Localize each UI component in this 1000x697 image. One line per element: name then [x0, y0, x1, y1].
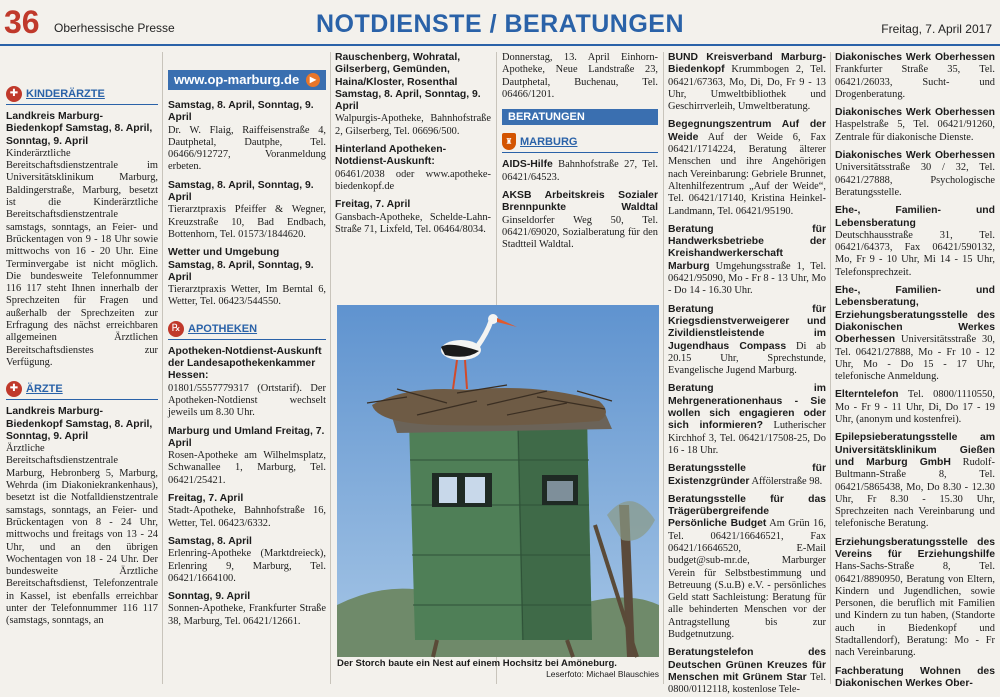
listing-heading: Wetter und Umgebung Samstag, 8. April, Sonntag, 9. April [168, 247, 314, 283]
column-beratungen-3 [835, 52, 995, 689]
listing [835, 107, 995, 144]
listing-text: Ärztliche Bereitschaftsdienstzentrale Marburg, Hebronberg 5, Marburg, Wehrda (im Diakoniekrankenhaus), besetzt ist die Notfalldienstzentrale samstags, sonntags, an Feier- und Brückentagen von 8 - 24 Uhr, mittwochs und freitags von 13 - 24 Uhr, und an den übrigen Wochentagen von 18 - 24 Uhr. Der bundesweite Ärztliche Bereitschaftsdienst, Telefonzentrale in Kassel, ist ebenfalls erreichbar unter der Telefonnummer 116 117 (samstags, sonntags, an [6, 443, 158, 627]
listing-heading: Ehe-, Familien- und Lebensberatung, Erziehungsberatungsstelle des Diakonischen Werkes Oberhessen [835, 285, 995, 346]
category-heading-apotheken [168, 321, 326, 340]
listing-heading: Beratungsstelle für Existenzgründer [668, 463, 826, 487]
listing-text: Rosen-Apotheke am Wilhelmsplatz, Schwanallee 1, Marburg, Tel. 06421/25421. [168, 450, 326, 486]
category-label: KINDERÄRZTE [26, 87, 105, 100]
listing [168, 100, 326, 174]
listing-text: Erlenring-Apotheke (Marktdreieck), Erlenring 9, Marburg, Tel. 06421/1664100. [168, 548, 326, 584]
listing-heading: Samstag, 8. April, Sonntag, 9. April [168, 100, 314, 124]
listing-text: Lutherischer Kirchhof 3, Tel. 06421/17508-25, Do 16 - 18 Uhr. [668, 420, 826, 456]
listing-heading: Epilepsieberatungsstelle am Universitätsklinikum Gießen und Marburg GmbH [835, 432, 995, 468]
listing-heading: Beratungstelefon des Deutschen Grünen Kreuzes für Menschen mit Grünem Star [668, 647, 826, 683]
listing-heading: AIDS-Hilfe [502, 159, 553, 171]
column-divider [162, 52, 163, 684]
listing-heading: Diakonisches Werk Oberhessen [835, 107, 995, 119]
listing [835, 666, 995, 691]
listing-text: Haspelstraße 5, Tel. 06421/91260, Zentrale für diakonische Dienste. [835, 119, 995, 143]
listing-text: Tierarztpraxis Wetter, Im Berntal 6, Wetter, Tel. 06423/544550. [168, 284, 326, 308]
listing-text: Sonnen-Apotheke, Frankfurter Straße 38, Marburg, Tel. 06421/12661. [168, 603, 326, 627]
listing-text: Tel. 0800/0112118, kostenlose Tele- [668, 671, 826, 696]
listing [502, 159, 658, 184]
listing-text: Frankfurter Straße 35, Tel. 06421/26033, Sucht- und Drogenberatung. [835, 64, 995, 100]
listing-heading: Sonntag, 9. April [168, 591, 251, 603]
listing-heading: AKSB Arbeitskreis Sozialer Brennpunkte Waldtal [502, 190, 658, 214]
stork-photo [337, 305, 659, 657]
pharmacy-icon: ℞ [168, 321, 184, 337]
listing [835, 389, 995, 426]
column-apotheken-land [335, 52, 491, 302]
listing-heading: Landkreis Marburg-Biedenkopf Samstag, 8. April, Sonntag, 9. April [6, 111, 153, 147]
column-kinderaerzte-aerzte [6, 52, 158, 684]
caption-text: Der Storch baute ein Nest auf einem Hochsitz bei Amöneburg. [337, 658, 617, 669]
listing [168, 247, 326, 308]
listing [835, 285, 995, 383]
category-label: ÄRZTE [26, 383, 63, 396]
listing [668, 304, 826, 378]
arrow-right-icon[interactable]: ▶ [306, 73, 320, 87]
photo-credit: Leserfoto: Michael Blauschies [546, 669, 659, 679]
listing-text: Deutschhausstraße 31, Tel. 06421/64373, Fax 06421/590132, Mo, Fr 9 - 10 Uhr, Mi 14 - 15 Uhr, Telefonsprechzeit. [835, 229, 995, 278]
listing-text: Tierarztpraxis Pfeiffer & Wegner, Kreuzstraße 10, Bad Endbach, Bottenhorn, Tel. 01573/1844620. [168, 204, 326, 240]
listing-heading: Beratung für Kriegsdienstverweigerer und Zivildienstleistende im Jugendhaus Compass [668, 303, 826, 352]
listing-heading: Freitag, 7. April [168, 493, 244, 505]
newspaper-name: Oberhessische Presse [54, 21, 175, 35]
listing-text: Stadt-Apotheke, Bahnhofstraße 16, Wetter, Tel. 06423/6332. [168, 505, 326, 529]
listing-text: Tel. 0800/1110550, Mo - Fr 9 - 11 Uhr, Di, Do 17 - 19 Uhr, (anonym und kostenfrei). [835, 389, 995, 426]
listing-text: 01801/5557779317 (Ortstarif). Der Apotheken-Notdienst wechselt jeweils um 8.30 Uhr. [168, 382, 326, 419]
listing [6, 111, 158, 369]
listing-text: Ginseldorfer Weg 50, Tel. 06421/69020, Sozialberatung für den Stadtteil Waldtal. [502, 214, 658, 251]
listing-text: Hans-Sachs-Straße 8, Tel. 06421/8890950, Beratung von Eltern, Kindern und Jugendlichen, sowie Personen, die beruflich mit Familien und Kindern zu tun haben, (Standorte auch in Biedenkopf und Stadtallendorf), Beratung: Mo - Fr nach Vereinbarung. [835, 561, 995, 659]
listing [835, 432, 995, 530]
listing-heading: Samstag, 8. April [168, 535, 252, 547]
beratungen-banner: BERATUNGEN [502, 109, 658, 125]
listing [335, 144, 491, 193]
listing [668, 224, 826, 298]
listing [168, 591, 326, 628]
listing [668, 494, 826, 642]
listing-text: Gansbach-Apotheke, Schelde-Lahn-Straße 71, Lixfeld, Tel. 06464/8034. [335, 211, 491, 235]
photo-caption [337, 658, 659, 680]
listing-heading: Samstag, 8. April, Sonntag, 9. April [168, 179, 314, 204]
column-divider [663, 52, 664, 684]
listing-text: 06461/2038 oder www.apotheke-biedenkopf.de [335, 168, 491, 192]
column-beratungen-start [502, 52, 658, 302]
listing-text: Dr. W. Flaig, Raiffeisenstraße 4, Dautphetal, Dautphe, Tel. 06466/912727, Voranmeldung erbeten. [168, 124, 326, 173]
stork-nest-illustration [337, 305, 659, 657]
page-header [0, 0, 1000, 46]
category-label: MARBURG [520, 135, 578, 148]
listing-text: Di ab 20.15 Uhr, Sprechstunde, Evangelische Jugend Marburg. [668, 340, 826, 377]
listing [668, 383, 826, 457]
column-tieraerzte-apotheken [168, 52, 326, 684]
listing-text: Universitätsstraße 30 / 32, Tel. 06421/27888, Psychologische Beratungsstelle. [835, 162, 995, 198]
listing [668, 463, 826, 488]
listing [835, 537, 995, 660]
page-number: 36 [4, 4, 40, 40]
listing-heading: Rauschenberg, Wohratal, Gilserberg, Gemünden, Haina/Kloster, Rosenthal Samstag, 8. April, Sonntag, 9. April [335, 52, 481, 113]
listing-text: Affölerstraße 98. [751, 475, 823, 487]
listing [335, 52, 491, 138]
medical-cross-icon: ✚ [6, 86, 22, 102]
listing-text: Auf der Weide 6, Fax 06421/1714224, Beratung älterer Menschen und ihre Angehörigen nach Vereinbarung: Gebriele Brunnet, Altenhilfezentrum „Auf der Weide“, Tel. 06421/17140, Kristina Heinkel-Landmann, Tel. 06421/95190. [668, 131, 826, 217]
listing-heading: Hinterland Apotheken-Notdienst-Auskunft: [335, 144, 447, 168]
listing-heading: Beratung für Handwerksbetriebe der Kreishandwerkerschaft Marburg [668, 223, 826, 272]
listing-heading: Begegnungszentrum Auf der Weide [668, 119, 826, 143]
listing-heading: Apotheken-Notdienst-Auskunft der Landesapothekenkammer Hessen: [168, 345, 322, 382]
listing-heading: Erziehungsberatungsstelle des Vereins für Erziehungshilfe [835, 536, 995, 560]
listing [168, 536, 326, 585]
listing-text: Universitätsstraße 30, Tel. 06421/27888, Mo - Fr 10 - 12 Uhr, Mo - Do 15 - 17 Uhr, telefonische Anmeldung. [835, 334, 995, 383]
listing [168, 180, 326, 241]
listing-heading: BUND Kreisverband Marburg-Biedenkopf [668, 52, 826, 76]
listing-text: Kinderärztliche Bereitschaftsdienstzentrale im Universitätsklinikum Marburg, Baldingerstraße, Marburg, besetzt ist die Kinderärztliche Bereitschaftsdienstzentrale samstags, sonntags, an Feier- und Brückentagen von 9 - 18 Uhr sowie mittwochs von 16 - 20 Uhr. Eine Terminvergabe ist nicht möglich. Die bundesweite Telefonnummer 116 117 steht Ihnen innerhalb der Sprechzeiten für Fragen und außerhalb der Sprechzeiten zur Erfragung des nächst erreichbaren allgemeinen Ärztlichen Bereitschaftsdienstes zur Verfügung. [6, 147, 158, 368]
listing [668, 119, 826, 217]
listing-heading: Diakonisches Werk Oberhessen [835, 52, 995, 63]
listing-heading: Marburg und Umland Freitag, 7. April [168, 425, 325, 449]
website-banner[interactable] [168, 70, 326, 90]
category-heading-aerzte [6, 381, 158, 400]
listing [502, 190, 658, 251]
listing [168, 426, 326, 487]
listing [835, 52, 995, 101]
listing [168, 493, 326, 530]
listing-heading: Diakonisches Werk Oberhessen [835, 150, 995, 162]
category-heading-kinderaerzte [6, 86, 158, 105]
listing-text: Umgehungsstraße 1, Tel. 06421/95090, Mo - Fr 8 - 13 Uhr, Mo - Do 14 - 16.30 Uhr. [668, 260, 826, 297]
column-divider [330, 52, 331, 684]
listing [168, 346, 326, 420]
listing-heading: Elterntelefon [835, 389, 899, 401]
column-beratungen-2 [668, 52, 827, 696]
listing-heading: Freitag, 7. April [335, 199, 411, 211]
medical-cross-icon: ✚ [6, 381, 22, 397]
listing-text: Am Grün 16, Tel. 06421/16646521, Fax 06421/16646520, E-Mail budget@sub-mr.de, Marburger Verein für Selbstbestimmung und Betreuung (S.u.B) e.V. - persönliches Geld statt Sachleistung: Beratung für alle behinderten Menschen vor der Antragstellung bis zur Budgetnutzung. [668, 518, 827, 641]
listing-heading: Fachberatung Wohnen des Diakonischen Werkes Ober- [835, 665, 995, 689]
listing-heading: Beratung im Mehrgenerationenhaus - Sie wollen sich engagieren oder sich informieren? [668, 383, 826, 432]
listing [835, 205, 995, 279]
listing-text: Bahnhofstraße 27, Tel. 06421/64523. [502, 159, 658, 183]
category-heading-marburg [502, 133, 658, 153]
listing-text: Krummbogen 2, Tel. 06421/67363, Mo, Di, Do, Fr 9 - 13 Uhr, Umweltbibliothek und Geschirrverleih, Umweltberatung. [668, 64, 826, 113]
listing [835, 150, 995, 199]
issue-date: Freitag, 7. April 2017 [881, 22, 992, 36]
listing-heading: Landkreis Marburg-Biedenkopf Samstag, 8. April, Sonntag, 9. April [6, 406, 153, 442]
website-banner-label[interactable]: www.op-marburg.de [174, 71, 300, 87]
column-divider [830, 52, 831, 684]
section-title: NOTDIENSTE / BERATUNGEN [316, 10, 684, 38]
listing [668, 52, 826, 113]
category-label: APOTHEKEN [188, 322, 258, 335]
listing-text: Walpurgis-Apotheke, Bahnhofstraße 2, Gilserberg, Tel. 06696/500. [335, 113, 491, 137]
city-crest-icon: ♜ [502, 133, 516, 150]
listing-heading: Beratungsstelle für das Trägerübergreifende Persönliche Budget [668, 493, 826, 530]
listing-text: Rudolf-Bultmann-Straße 8, Tel. 06421/5865438, Mo, Do 8.30 - 12.30 Uhr, Fr 8.30 - 15.30 Uhr, Sprechzeiten nach Vereinbarung und telefonische Beratung. [835, 456, 995, 530]
listing [335, 199, 491, 236]
listing [6, 406, 158, 627]
listing [668, 647, 826, 696]
listing-heading: Ehe-, Familien- und Lebensberatung [835, 205, 995, 229]
listing-text: Donnerstag, 13. April Einhorn-Apotheke, Neue Landstraße 23, Dautphetal, Buchenau, Tel. 06466/1201. [502, 52, 658, 100]
